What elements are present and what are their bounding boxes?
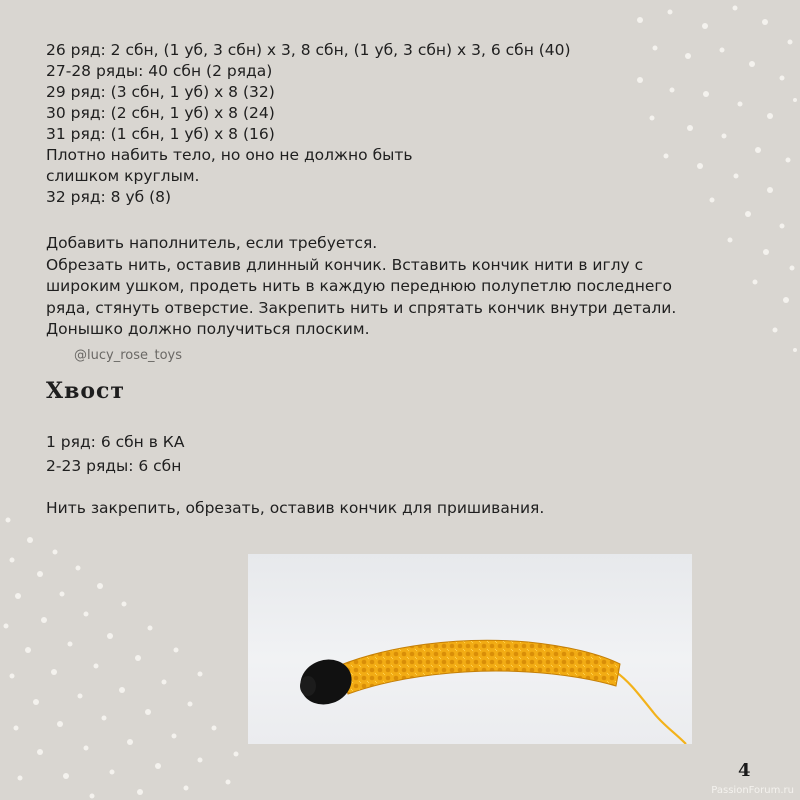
site-watermark: PassionForum.ru: [711, 785, 794, 796]
tail-body: [338, 640, 620, 694]
tail-rows: [46, 430, 184, 478]
tail-photo: [248, 554, 692, 744]
pattern-row: 27-28 ряды: 40 сбн (2 ряда): [46, 62, 273, 80]
pattern-row: 1 ряд: 6 сбн в КА: [46, 433, 185, 451]
loose-yarn-end: [616, 672, 686, 744]
pattern-row: 26 ряд: 2 сбн, (1 уб, 3 сбн) х 3, 8 сбн, (1 уб, 3 сбн) х 3, 6 сбн (40): [46, 41, 571, 59]
instruction-line: Добавить наполнитель, если требуется.: [46, 234, 378, 252]
instruction-line: Плотно набить тело, но оно не должно быть: [46, 146, 413, 164]
pattern-rows: [46, 40, 746, 208]
pattern-row: 31 ряд: (1 сбн, 1 уб) х 8 (16): [46, 125, 275, 143]
instruction-line: широким ушком, продеть нить в каждую переднюю полупетлю последнего: [46, 277, 673, 295]
section-heading-tail: Хвост: [46, 378, 126, 404]
author-watermark: @lucy_rose_toys: [74, 348, 182, 363]
instruction-line: ряда, стянуть отверстие. Закрепить нить и спрятать кончик внутри детали.: [46, 298, 677, 317]
pattern-row: 2-23 ряды: 6 сбн: [46, 457, 182, 475]
instruction-line: Обрезать нить, оставив длинный кончик. Вставить кончик нити в иглу с: [46, 255, 644, 274]
pattern-row: 30 ряд: (2 сбн, 1 уб) х 8 (24): [46, 104, 275, 122]
pattern-row: 32 ряд: 8 уб (8): [46, 188, 172, 206]
pattern-row: 29 ряд: (3 сбн, 1 уб) х 8 (32): [46, 83, 275, 101]
page-number: 4: [738, 760, 751, 781]
finishing-instructions: [46, 233, 746, 341]
crocheted-tail-illustration: [248, 554, 692, 744]
tail-instruction: Нить закрепить, обрезать, оставив кончик для пришивания.: [46, 499, 545, 517]
instruction-line: Донышко должно получиться плоским.: [46, 320, 370, 338]
instruction-line: слишком круглым.: [46, 167, 200, 185]
